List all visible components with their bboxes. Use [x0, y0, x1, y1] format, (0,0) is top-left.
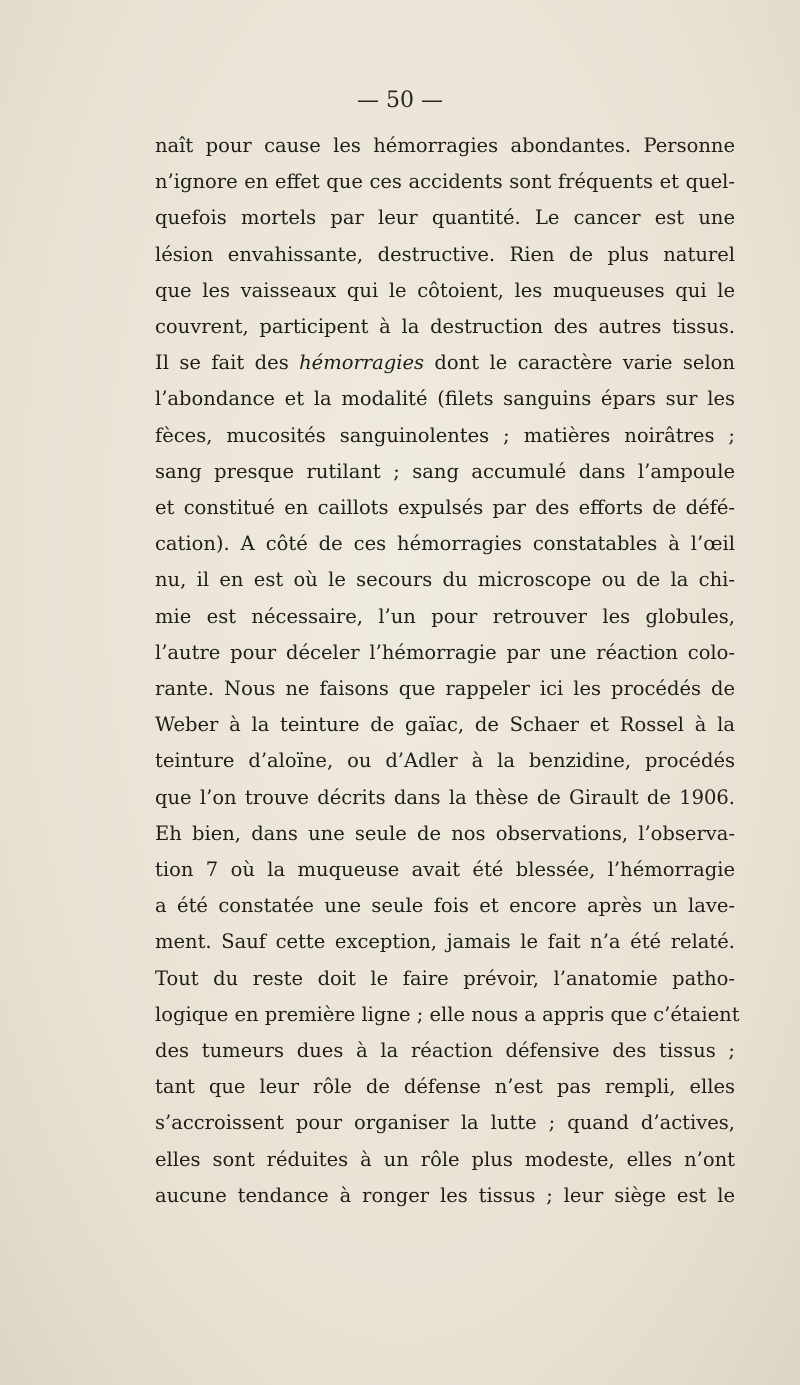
text-line: quefois mortels par leur quantité. Le cancer est une — [155, 206, 735, 230]
text-line: lésion envahissante, destructive. Rien de plus naturel — [155, 242, 735, 266]
text-line: s’accroissent pour organiser la lutte ; quand d’actives, — [155, 1111, 735, 1135]
text-line: sang presque rutilant ; sang accumulé dans l’ampoule — [155, 459, 735, 483]
text-line: l’abondance et la modalité (filets sanguins épars sur les — [155, 387, 735, 411]
text-line: n’ignore en effet que ces accidents sont fréquents et quel- — [155, 170, 735, 194]
text-line: logique en première ligne ; elle nous a appris que c’étaient — [155, 1002, 740, 1026]
text-line: elles sont réduites à un rôle plus modeste, elles n’ont — [155, 1147, 735, 1171]
page-number: — 50 — — [357, 88, 443, 113]
text-line: ment. Sauf cette exception, jamais le fait n’a été relaté. — [155, 930, 735, 954]
text-line: couvrent, participent à la destruction des autres tissus. — [155, 315, 735, 339]
text-line: tant que leur rôle de défense n’est pas rempli, elles — [155, 1075, 735, 1099]
emphasized-word: hémorragies — [299, 351, 424, 375]
text-line: Eh bien, dans une seule de nos observations, l’observa- — [155, 821, 735, 845]
text-line: que l’on trouve décrits dans la thèse de Girault de 1906. — [155, 785, 735, 809]
text-line: a été constatée une seule fois et encore après un lave- — [155, 894, 735, 918]
text-line: tion 7 où la muqueuse avait été blessée, l’hémorragie — [155, 858, 735, 882]
text-line: Weber à la teinture de gaïac, de Schaer et Rossel à la — [155, 713, 735, 737]
text-line: rante. Nous ne faisons que rappeler ici les procédés de — [155, 677, 735, 701]
text-line: nu, il en est où le secours du microscope ou de la chi- — [155, 568, 735, 592]
text-line: naît pour cause les hémorragies abondantes. Personne — [155, 134, 735, 157]
text-line: et constitué en caillots expulsés par des efforts de défé- — [155, 496, 735, 520]
text-line: teinture d’aloïne, ou d’Adler à la benzidine, procédés — [155, 749, 735, 773]
text-line: mie est nécessaire, l’un pour retrouver les globules, — [155, 604, 735, 628]
text-line: cation). A côté de ces hémorragies constatables à l’œil — [155, 532, 735, 556]
text-line: Il se fait des hémorragies dont le caractère varie selon — [155, 351, 735, 375]
body-paragraph — [155, 128, 740, 1214]
text-line: l’autre pour déceler l’hémorragie par une réaction colo- — [155, 640, 735, 664]
text-line: fèces, mucosités sanguinolentes ; matières noirâtres ; — [155, 423, 735, 447]
text-line: que les vaisseaux qui le côtoient, les muqueuses qui le — [155, 278, 735, 302]
text-line: Tout du reste doit le faire prévoir, l’anatomie patho- — [155, 966, 735, 990]
text-line: aucune tendance à ronger les tissus ; leur siège est le — [155, 1183, 735, 1207]
text-line: des tumeurs dues à la réaction défensive des tissus ; — [155, 1039, 735, 1063]
